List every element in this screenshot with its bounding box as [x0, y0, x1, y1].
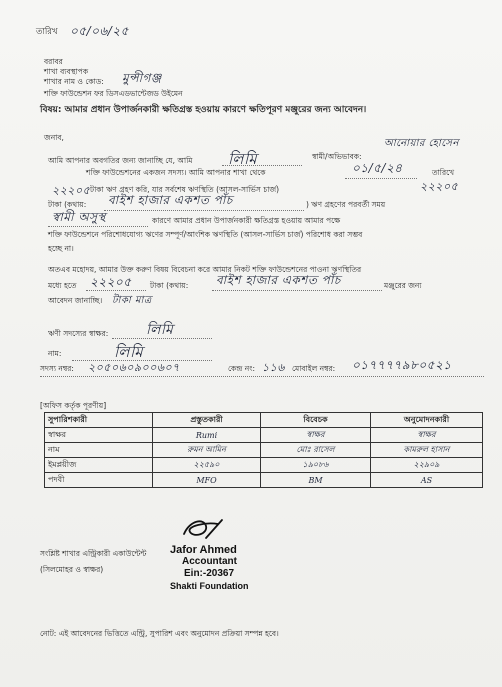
stamp-name: Jafor Ahmed — [170, 544, 237, 556]
branch-label: শাখার নাম ও কোড: — [44, 77, 104, 86]
reason-value: স্বামী অসুস্থ — [52, 210, 106, 224]
date-value: ০৫/০৬/২৫ — [70, 24, 129, 38]
row-label: স্বাক্ষর — [45, 428, 153, 443]
table-cell: AS — [371, 473, 483, 488]
salutation: জনাব, — [44, 133, 64, 142]
loan-date-value: ০১/৫/২৪ — [352, 161, 403, 175]
fill-line — [345, 178, 417, 179]
stamp-org: Shakti Foundation — [170, 581, 249, 591]
table-row — [45, 443, 483, 458]
compensation-amount-value: ২২২০৫ — [90, 275, 132, 289]
member-name-value: লিমি — [228, 150, 258, 168]
branch-value: মুন্সীগঞ্জ — [122, 71, 162, 85]
column-header: সুপারিশকারী — [45, 413, 153, 428]
fill-line — [48, 226, 148, 227]
approval-table — [44, 412, 482, 502]
guardian-value: আনোয়ার হোসেন — [384, 138, 459, 149]
column-header: অনুমোদনকারী — [371, 413, 483, 428]
accountant-label: সংশ্লিষ্ট শাখার এন্ট্রিকারী একাউন্টেন্ট — [40, 549, 147, 558]
table-cell: ২২৫৯০ — [153, 458, 261, 473]
body-text: ) ঋণ গ্রহণের পরবর্তী সময় — [306, 200, 386, 209]
body-text: মধ্যে হতে — [48, 281, 77, 290]
row-label: নাম — [45, 443, 153, 458]
fill-line — [86, 290, 146, 291]
table-cell: কামরুল হাসান — [371, 443, 483, 458]
applicant-sign-label: ঋণী সদস্যের স্বাক্ষর: — [48, 329, 109, 338]
row-label: পদবী — [45, 473, 153, 488]
applicant-name-value: লিমি — [114, 343, 144, 361]
body-text: হচ্ছে না। — [48, 244, 74, 253]
table-header-row — [45, 413, 483, 428]
stamp-title: Accountant — [182, 556, 237, 567]
table-cell: ১৯০৮৬ — [261, 458, 371, 473]
body-text: অতএব মহোদয়, আমার উক্ত করুণ বিষয় বিবেচনা করে আমার নিকট শক্তি ফাউন্ডেশনের পাওনা ঋণস্থিতির — [48, 265, 362, 274]
fill-line — [104, 210, 304, 211]
accountant-signature — [176, 512, 236, 546]
footer-note: নোট: এই আবেদনের ভিত্তিতে এন্ট্রি, সুপারিশ এবং অনুমোদন প্রক্রিয়া সম্পন্ন হবে। — [40, 629, 279, 638]
date-label: তারিখ — [36, 27, 58, 37]
member-id-label: সদস্য নম্বর: — [40, 364, 74, 373]
mobile-label: মোবাইল নম্বর: — [292, 364, 336, 373]
table-cell: ২২৯০৯ — [371, 458, 483, 473]
applicant-name-label: নাম: — [48, 349, 62, 358]
body-text: টাকা (কথায়: — [48, 200, 87, 209]
body-text: আমি আপনার অবগতির জন্য জানাচ্ছি যে, আমি — [48, 156, 193, 165]
body-text: শক্তি ফাউন্ডেশনের একজন সদস্য। আমি আপনার শাখা থেকে — [86, 168, 266, 177]
applicant-signature: লিমি — [146, 322, 174, 338]
table-row — [45, 458, 483, 473]
column-header: বিবেচক — [261, 413, 371, 428]
amount-words-tail: টাকা মাত্র — [112, 295, 152, 306]
table-cell: মোঃ রাসেল — [261, 443, 371, 458]
body-text: তারিখে — [432, 168, 455, 177]
fill-line — [212, 290, 382, 291]
body-text: মঞ্জুরের জন্য — [384, 281, 422, 290]
table-row — [45, 473, 483, 488]
amount-words-value: বাইশ হাজার একশত পাঁচ — [108, 193, 233, 207]
accountant-sub-label: (সিলমোহর ও স্বাক্ষর) — [40, 565, 104, 574]
table-cell: স্বাক্ষর — [261, 428, 371, 443]
body-text: টাকা ঋণ গ্রহণ করি, যার সর্বশেষ ঋণস্থিতি (আসল-সার্ভিস চার্জ) — [90, 185, 280, 194]
loan-amount-value: ২২২০৫ — [420, 180, 459, 193]
guardian-label: স্বামী/অভিভাবক: — [312, 152, 362, 161]
column-header: প্রস্তুতকারী — [153, 413, 261, 428]
fill-line — [112, 338, 212, 339]
body-text: আবেদন জানাচ্ছি। — [48, 296, 103, 305]
subject-line: বিষয়: আমার প্রধান উপার্জনকারী ক্ষতিগ্রস্ত হওয়ায় কারণে ক্ষতিপূরণ মঞ্জুরের জন্য আবেদন। — [40, 105, 367, 115]
stamp-ein: Ein:-20367 — [184, 568, 235, 579]
compensation-words-value: বাইশ হাজার একশত পাঁচ — [216, 273, 341, 287]
fill-line — [40, 376, 484, 377]
recipient-title: শাখা ব্যবস্থাপক — [44, 67, 89, 76]
to-label: বরাবর — [44, 57, 63, 66]
organization-name: শক্তি ফাউন্ডেশন ফর ডিসএডভান্টেজড উইমেন — [44, 89, 183, 98]
table-cell: Rumi — [153, 428, 261, 443]
outstanding-value: ২২২০৫ — [52, 184, 91, 197]
table-row — [45, 428, 483, 443]
body-text: শক্তি ফাউন্ডেশনে পরিশোধযোগ্য ঋণের সম্পূর্ণ/আংশিক ঋণস্থিতি (আসল-সার্ভিস চার্জ) পরিশোধ করা সম্ভব — [48, 230, 363, 239]
body-text: টাকা (কথায়: — [150, 281, 189, 290]
table-cell: MFO — [153, 473, 261, 488]
fill-line — [222, 165, 302, 166]
accountant-stamp — [170, 544, 270, 592]
table-cell: স্বাক্ষর — [371, 428, 483, 443]
row-label: ইমপ্লয়ীজ — [45, 458, 153, 473]
center-value: ১১৬ — [262, 361, 285, 374]
body-text: কারণে আমার প্রধান উপার্জনকারী ক্ষতিগ্রস্ত হওয়ায় আমার পক্ষে — [152, 216, 341, 225]
office-note: [অফিস কর্তৃক পূরণীয়] — [40, 401, 107, 410]
table-cell: BM — [261, 473, 371, 488]
center-label: কেন্দ্র নং: — [228, 364, 255, 373]
table-cell: রুমন আমিন — [153, 443, 261, 458]
mobile-value: ০১৭৭৭৭৯৮০৫২১ — [352, 358, 452, 372]
member-id-value: ২০৫০৬০৯০০৬০৭ — [88, 361, 180, 374]
